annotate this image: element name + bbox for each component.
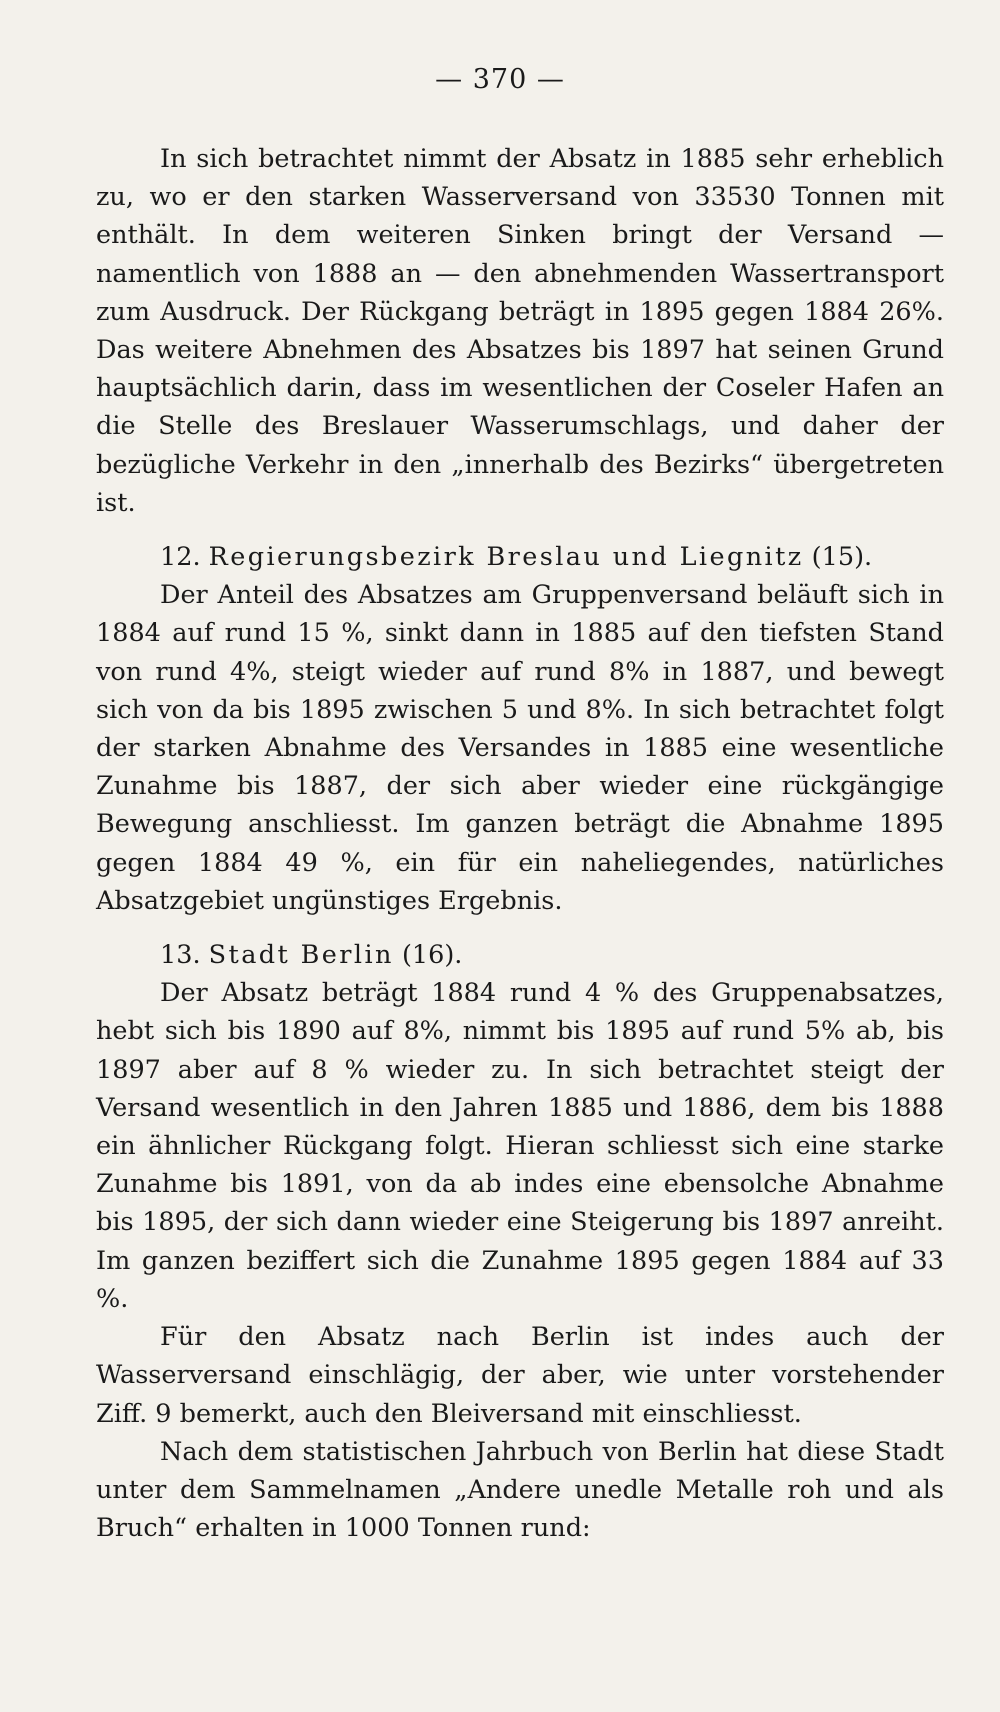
paragraph-berlin-3: Nach dem statistischen Jahrbuch von Berlin hat diese Stadt unter dem Sammelnamen „Andere unedle Metalle roh und als Bruch“ erhalten in 1000 Tonnen rund: bbox=[96, 1436, 944, 1544]
paragraph-berlin-1: Der Absatz beträgt 1884 rund 4 % des Gruppenabsatzes, hebt sich bis 1890 auf 8%, nimmt bis 1895 auf rund 5% ab, bis 1897 aber auf 8 % wieder zu. In sich betrachtet steigt der Versand wesentlich in den Jahren 1885 und 1886, dem bis 1888 ein ähnlicher Rückgang folgt. Hieran schliesst sich eine starke Zunahme bis 1891, von da ab indes eine ebensolche Abnahme bis 1895, der sich dann wieder eine Steigerung bis 1897 anreiht. Im ganzen beziffert sich die Zunahme 1895 gegen 1884 auf 33 %. bbox=[96, 978, 944, 1314]
section-ref: (15). bbox=[811, 542, 873, 573]
section-number: 12. bbox=[160, 542, 201, 573]
section-heading-12 bbox=[96, 538, 944, 576]
section-number: 13. bbox=[160, 940, 201, 971]
section-heading-13 bbox=[96, 936, 944, 974]
page-number: — 370 — bbox=[435, 64, 565, 95]
paragraph-intro: In sich betrachtet nimmt der Absatz in 1885 sehr erheblich zu, wo er den starken Wasserversand von 33530 Tonnen mit enthält. In dem weiteren Sinken bringt der Versand — namentlich von 1888 an — den abnehmenden Wassertransport zum Ausdruck. Der Rückgang beträgt in 1895 gegen 1884 26%. Das weitere Abnehmen des Absatzes bis 1897 hat seinen Grund hauptsächlich darin, dass im wesentlichen der Coseler Hafen an die Stelle des Breslauer Wasserumschlags, und daher der bezügliche Verkehr in den „innerhalb des Bezirks“ übergetreten ist. bbox=[96, 144, 944, 518]
section-title: Regierungsbezirk Breslau und Liegnitz bbox=[208, 542, 804, 573]
section-title: Stadt Berlin bbox=[208, 940, 394, 971]
paragraph-breslau: Der Anteil des Absatzes am Gruppenversand beläuft sich in 1884 auf rund 15 %, sinkt dann in 1885 auf den tiefsten Stand von rund 4%, steigt wieder auf rund 8% in 1887, und bewegt sich von da bis 1895 zwischen 5 und 8%. In sich betrachtet folgt der starken Abnahme des Versandes in 1885 eine wesentliche Zunahme bis 1887, der sich aber wieder eine rückgängige Bewegung anschliesst. Im ganzen beträgt die Abnahme 1895 gegen 1884 49 %, ein für ein naheliegendes, natürliches Absatzgebiet ungünstiges Ergebnis. bbox=[96, 580, 944, 916]
paragraph-berlin-2: Für den Absatz nach Berlin ist indes auch der Wasserversand einschlägig, der aber, wie unter vorstehender Ziff. 9 bemerkt, auch den Bleiversand mit einschliesst. bbox=[96, 1322, 944, 1429]
body-text bbox=[96, 140, 944, 1547]
section-ref: (16). bbox=[401, 940, 463, 971]
